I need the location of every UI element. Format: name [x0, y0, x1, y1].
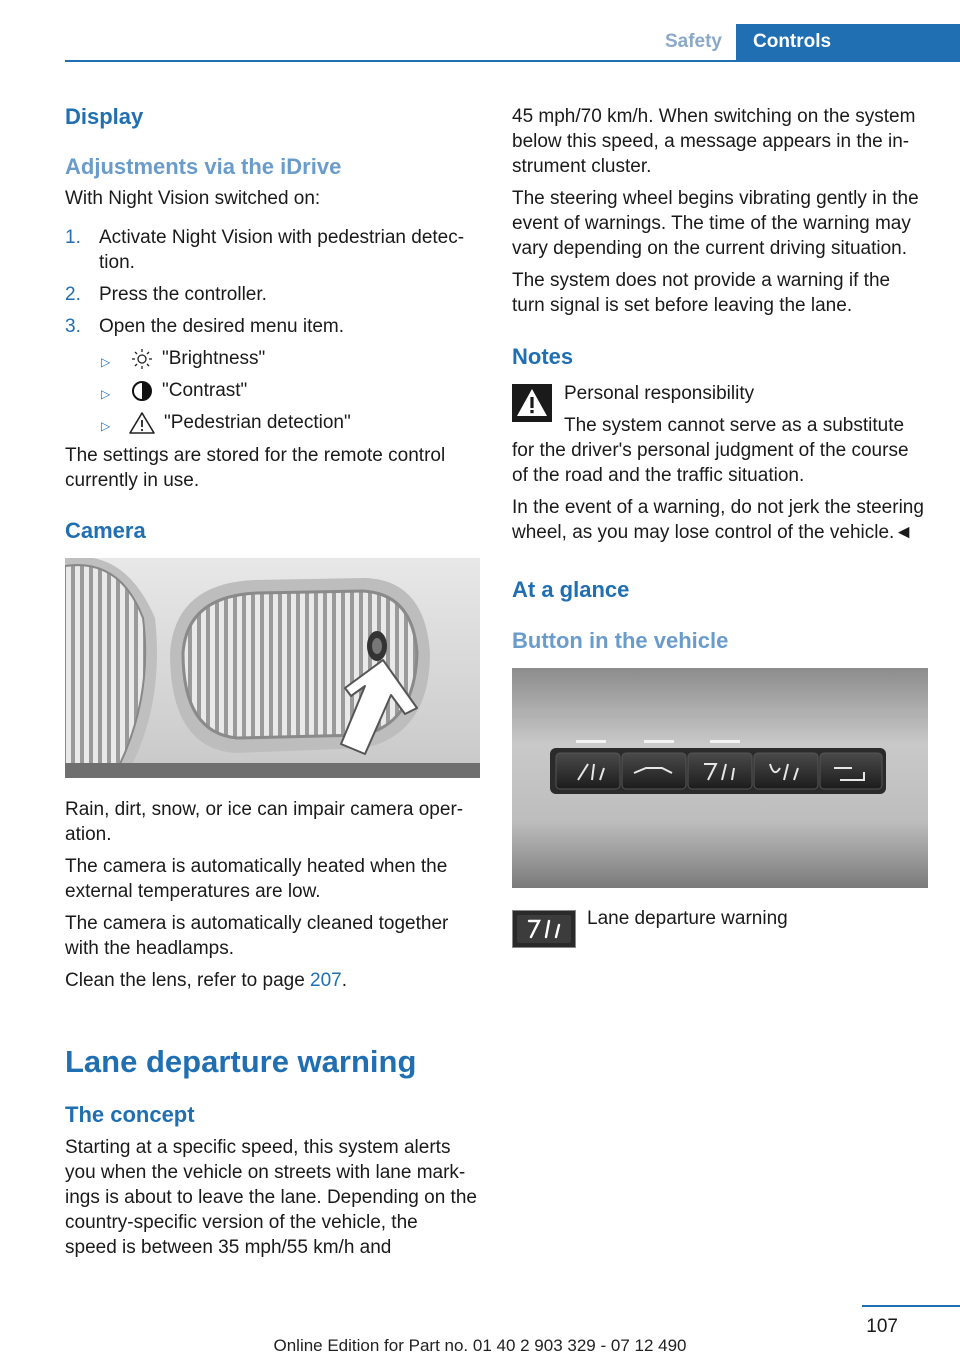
camera-paragraph: ation.: [65, 824, 112, 845]
camera-paragraph: The camera is automatically cleaned together: [65, 913, 449, 934]
button-heading: Button in the vehicle: [512, 628, 729, 653]
step-number: 2.: [65, 284, 81, 305]
note-title: Personal responsibility: [564, 383, 755, 404]
adjustments-heading: Adjustments via the iDrive: [65, 154, 342, 179]
stored-text: The settings are stored for the remote control: [65, 445, 446, 466]
speed-text: strument cluster.: [512, 156, 652, 177]
clean-lens-label: Clean the lens, refer to page: [65, 970, 311, 991]
menu-item-label: "Brightness": [162, 348, 266, 369]
camera-paragraph: with the headlamps.: [65, 938, 234, 959]
speed-text: 45 mph/70 km/h. When switching on the system: [512, 106, 916, 127]
concept-text: ings is about to leave the lane. Depending on the: [65, 1187, 477, 1208]
contrast-icon: [131, 380, 153, 402]
brightness-icon: [129, 348, 155, 370]
concept-heading: The concept: [65, 1102, 195, 1127]
camera-photo: [65, 558, 480, 778]
step-text: tion.: [99, 252, 135, 273]
menu-item-label: "Pedestrian detection": [164, 412, 351, 433]
bullet-triangle-icon: ▷: [101, 387, 111, 401]
step-number: 3.: [65, 316, 81, 337]
lane-departure-button-icon: [512, 910, 576, 948]
vibration-text: The steering wheel begins vibrating gently in the: [512, 188, 919, 209]
concept-text: speed is between 35 mph/55 km/h and: [65, 1237, 392, 1258]
concept-text: country-specific version of the vehicle, the: [65, 1212, 418, 1233]
speed-text: below this speed, a message appears in the in-: [512, 131, 910, 152]
vibration-text: event of warnings. The time of the warning may: [512, 213, 911, 234]
camera-paragraph: The camera is automatically heated when the: [65, 856, 448, 877]
header-rule: [65, 60, 960, 62]
tab-controls[interactable]: Controls: [736, 24, 960, 60]
note-warning-text: wheel, as you may lose control of the vehicle.◄: [512, 522, 914, 543]
vibration-text: vary depending on the current driving situation.: [512, 238, 908, 259]
camera-heading: Camera: [65, 518, 146, 543]
lane-departure-label: Lane departure warning: [587, 908, 788, 929]
concept-text: Starting at a specific speed, this system alerts: [65, 1137, 451, 1158]
camera-paragraph: Rain, dirt, snow, or ice can impair camera oper-: [65, 799, 464, 820]
warning-triangle-icon: [512, 384, 552, 422]
step-text: Activate Night Vision with pedestrian detec-: [99, 227, 465, 248]
edition-footer: Online Edition for Part no. 01 40 2 903 329 - 07 12 490: [273, 1336, 687, 1355]
menu-item-label: "Contrast": [162, 380, 248, 401]
note-warning-text: In the event of a warning, do not jerk the steering: [512, 497, 924, 518]
step-text: Press the controller.: [99, 284, 267, 305]
page-number: 107: [866, 1316, 898, 1337]
note-text: The system cannot serve as a substitute: [564, 415, 905, 436]
step-number: 1.: [65, 227, 81, 248]
note-text: of the road and the traffic situation.: [512, 465, 805, 486]
at-a-glance-heading: At a glance: [512, 577, 630, 602]
display-heading: Display: [65, 104, 144, 129]
page-link-207[interactable]: 207: [310, 970, 342, 991]
camera-paragraph: external temperatures are low.: [65, 881, 321, 902]
turn-signal-text: turn signal is set before leaving the lane.: [512, 295, 853, 316]
warning-box: [512, 384, 552, 422]
notes-heading: Notes: [512, 344, 574, 369]
tab-safety[interactable]: Safety: [664, 31, 722, 52]
bullet-triangle-icon: ▷: [101, 355, 111, 369]
note-text: for the driver's personal judgment of the course: [512, 440, 909, 461]
warning-triangle-icon: [128, 411, 156, 435]
clean-lens-period: .: [341, 970, 348, 991]
step-text: Open the desired menu item.: [99, 316, 345, 337]
concept-text: you when the vehicle on streets with lane mark-: [65, 1162, 466, 1183]
footer-rule: [862, 1305, 960, 1307]
stored-text: currently in use.: [65, 470, 200, 491]
turn-signal-text: The system does not provide a warning if the: [512, 270, 891, 291]
clean-lens-text: [65, 968, 347, 993]
lane-departure-heading: Lane departure warning: [65, 1044, 417, 1079]
bullet-triangle-icon: ▷: [101, 419, 111, 433]
intro-text: With Night Vision switched on:: [65, 188, 321, 209]
button-panel-photo: [512, 668, 928, 888]
